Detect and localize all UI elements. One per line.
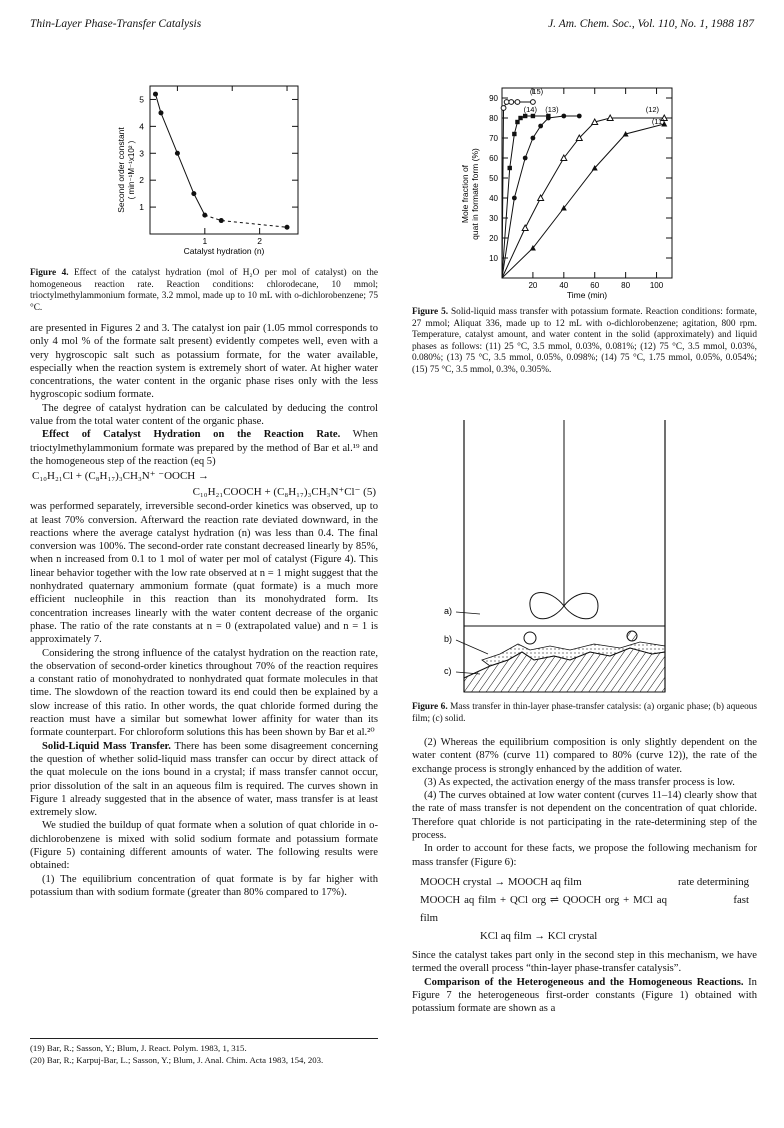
fig4-xtick-label: 1 xyxy=(202,236,208,246)
fig5-xtick-label: 100 xyxy=(649,281,664,290)
fig5-point xyxy=(538,195,544,201)
figure-6-diagram xyxy=(430,416,690,694)
mechanism-step-2-note: fast xyxy=(733,893,749,906)
fig5-ylabel-units: quat in formate form (%) xyxy=(470,148,480,240)
fig5-point xyxy=(515,100,520,105)
left-paragraph-6 xyxy=(30,740,378,820)
fig5-point xyxy=(523,156,528,161)
right-paragraph-5: Since the catalyst takes part only in the second step in this mechanism, we have termed the overall process “thin-layer phase-transfer catalysis”. xyxy=(412,949,757,975)
fig5-ytick-label: 20 xyxy=(489,234,498,243)
equation-5 xyxy=(30,468,378,500)
left-paragraph-8: (1) The equilibrium concentration of quat formate is by far higher with potassium than with sodium formate (greater than 80% compared to 17%). xyxy=(30,873,378,898)
right-paragraph-6-text: In Figure 7 the heterogeneous first-order constants (Figure 1) obtained with potassium formate are shown as a xyxy=(412,976,757,1015)
fig5-point xyxy=(523,114,527,118)
equation-5-line-1: C₁₀H₂₁Cl + (C₈H₁₇)₃CH₃N⁺ ⁻OOCH → xyxy=(32,470,210,483)
fig6-pointer-b xyxy=(456,640,488,654)
left-paragraph-3 xyxy=(30,428,378,468)
fig5-ylabel: Mole fraction of xyxy=(460,164,470,224)
fig5-point xyxy=(531,100,536,105)
running-header-citation: J. Am. Chem. Soc., Vol. 110, No. 1, 1988 187 xyxy=(548,18,754,30)
fig5-point xyxy=(518,116,522,120)
fig4-data-point xyxy=(158,110,163,115)
fig5-point xyxy=(512,196,517,201)
mechanism-block xyxy=(420,873,757,945)
fig5-ytick-label: 10 xyxy=(489,254,498,263)
figure-6-caption xyxy=(412,702,757,725)
fig5-ytick-label: 60 xyxy=(489,154,498,163)
fig5-curve-11 xyxy=(502,124,664,278)
figure-4 xyxy=(110,78,330,258)
reference-20: (20) Bar, R.; Karpuj-Bar, L.; Sasson, Y.; Blum, J. Anal. Chim. Acta 1983, 154, 203. xyxy=(30,1055,324,1065)
left-column xyxy=(30,322,378,899)
right-paragraph-1: (2) Whereas the equilibrium composition is only slightly dependent on the water content (87% (curve 11) compared to 80% (curve 12)), the rate of the exchange process is strongly enhanced by the addition of water. xyxy=(412,737,757,775)
fig6-label-b: b) xyxy=(444,634,453,644)
fig5-point xyxy=(504,100,509,105)
fig5-ytick-label: 80 xyxy=(489,114,498,123)
left-paragraph-2: The degree of catalyst hydration can be calculated by deducing the control value from the total water content of the organic phase. xyxy=(30,402,378,428)
mechanism-step-2: MOOCH aq film + QCl org ⇌ QOOCH org + MCl aq film xyxy=(420,893,667,924)
fig5-point xyxy=(501,106,506,111)
fig4-ytick-label: 2 xyxy=(139,175,144,186)
fig6-label-a: a) xyxy=(444,606,453,616)
fig4-ytick-label: 1 xyxy=(139,202,144,213)
left-paragraph-4: was performed separately, irreversible second-order kinetics was observed, up to at least 70% conversion. Afterward the reaction rate deviated downward, in the reactions where the average catalyst hydration (n) was less than 0.4. The final conversion was 100%. The second-order rate constant decreased linearly by 85%, when n increased from 0.1 to 1 mol of water per mol of catalyst (Figure 4). This linear behavior together with the low rate observed at n = 1 might suggest that the nonhydrated quaternary ammonium formate (quat formate) is a much more efficient nucleophile in this reaction than its monohydrated form. Its concentration increases linearly with the water content decrease of the organic phase. The ratio of the rate constants at n = 0 (extrapolated value) and n = 1 is approximately 7. xyxy=(30,501,378,646)
reference-19: (19) Bar, R.; Sasson, Y.; Blum, J. React. Polym. 1983, 1, 315. xyxy=(30,1043,247,1053)
fig5-point xyxy=(531,136,536,141)
fig4-ticks xyxy=(139,86,298,246)
fig4-data-point xyxy=(153,92,158,97)
footnote-references xyxy=(30,1038,378,1067)
right-paragraph-2: (3) As expected, the activation energy of the mass transfer process is low. xyxy=(424,776,735,788)
fig5-curve-15 xyxy=(502,102,533,278)
fig4-data-point xyxy=(285,225,290,230)
fig5-series-label: (13) xyxy=(545,105,559,114)
fig5-caption-text: Solid-liquid mass transfer with potassium formate. Reaction conditions: formate, 27 mmol; Aliquat 336, made up to 12 mL with o-dichlorobenzene; agitation, 800 rpm. Temperature, catalyst amount, and water content in the solid (approximately) and liquid phases as follows: (11) 25 °C, 3.5 mmol, 0.03%, 0.081%; (12) 75 °C, 3.5 mmol, 0.03%, 0.080%; (13) 75 °C, 3.5 mmol, 0.05%, 0.098%; (14) 75 °C, 1.75 mmol, 0.05%, 0.054%; (15) 75 °C, 3.5 mmol, 0.3%, 0.305%. xyxy=(412,307,757,375)
mechanism-step-1-note: rate determining xyxy=(677,875,749,888)
fig5-xtick-label: 80 xyxy=(621,281,631,290)
fig4-dashed-extension xyxy=(205,215,287,227)
fig4-xtick-label: 2 xyxy=(257,236,262,246)
fig5-ytick-label: 50 xyxy=(489,174,498,183)
equation-5-line-2: C₁₀H₂₁COOCH + (C₈H₁₇)₃CH₃N⁺Cl⁻ (5) xyxy=(192,486,376,499)
fig5-point xyxy=(538,124,543,129)
fig4-points xyxy=(153,92,290,230)
figure-5 xyxy=(452,82,682,300)
fig4-ylabel-units: ( min⁻¹M⁻¹x10² ) xyxy=(127,140,136,200)
figure-4-chart xyxy=(110,78,330,258)
heading-comparison: Comparison of the Heterogeneous and the Homogeneous Reactions. xyxy=(424,976,744,988)
fig6-caption-text: Mass transfer in thin-layer phase-transfer catalysis: (a) organic phase; (b) aqueous film; (c) solid. xyxy=(412,702,757,724)
mechanism-step-3: KCl aq film → KCl crystal xyxy=(480,929,598,942)
fig5-point xyxy=(508,166,512,170)
fig4-caption-label: Figure 4. xyxy=(30,268,69,278)
fig6-pointer-a xyxy=(456,612,480,614)
heading-mass-transfer: Solid-Liquid Mass Transfer. xyxy=(42,740,171,752)
fig5-caption-label: Figure 5. xyxy=(412,307,449,317)
right-paragraph-3: (4) The curves obtained at low water content (curves 11–14) clearly show that the rate of mass transfer is not dependent on the concentration of quat chloride. Therefore quat chloride is not participating in the rate-determining step of the process. xyxy=(412,790,757,842)
fig6-label-c: c) xyxy=(444,666,452,676)
quat-molecule-2 xyxy=(627,631,637,641)
fig4-ytick-label: 4 xyxy=(139,121,144,132)
left-paragraph-3-text: When trioctylmethylammonium formate was prepared by the method of Bar et al.¹⁹ and the homogeneous step of the reaction (eq 5) xyxy=(30,429,378,467)
fig5-point xyxy=(515,120,519,124)
fig4-frame xyxy=(150,86,298,234)
left-paragraph-6-text: There has been some disagreement concerning the question of whether solid-liquid mass transfer can occur by direct attack of the quat molecule on the ions bound in a crystal; if mass transfer cannot occur, prior dissolution of the salt in an aqueous film is required. The curves shown in Figure 1 already suggested that in the absence of water, mass transfer is at least extremely slow. xyxy=(30,740,379,819)
fig5-ytick-label: 30 xyxy=(489,214,498,223)
fig5-series-label: (12) xyxy=(645,105,660,114)
left-paragraph-5: Considering the strong influence of the catalyst hydration on the reaction rate, the observation of second-order kinetics throughout 70% of the reaction requires a constant ratio of monohydrated to nonhydrated quat formate molecules in that time. The slowdown of the reaction toward its end could then be explained by a slow increase of this ratio. In other words, the quat chloride formed during the reaction must have a similar but somewhat lower affinity for water than its formate counterpart. For chloroform solutions this has been shown by Bar et al.²⁰ xyxy=(30,647,378,739)
right-column xyxy=(412,736,757,1015)
left-paragraph-7: We studied the buildup of quat formate when a solution of quat chloride in o-dichlorobenzene is mixed with solid sodium formate and potassium formate (Figure 5) containing different amounts of water. The following results were obtained: xyxy=(30,820,378,872)
fig5-point xyxy=(546,116,551,121)
fig4-ytick-label: 3 xyxy=(139,148,144,159)
mechanism-step-1: MOOCH crystal → MOOCH aq film xyxy=(420,875,582,888)
fig5-point xyxy=(522,225,528,231)
fig5-series xyxy=(501,87,667,278)
figure-5-caption xyxy=(412,307,757,377)
fig4-ytick-label: 5 xyxy=(139,94,144,105)
quat-molecule xyxy=(524,632,536,644)
fig5-xtick-label: 20 xyxy=(528,281,538,290)
fig4-data-point xyxy=(175,151,180,156)
fig5-point xyxy=(561,114,566,119)
figure-5-chart xyxy=(452,82,682,300)
fig5-xlabel: Time (min) xyxy=(566,290,608,300)
fig5-series-label: (14) xyxy=(523,105,537,114)
fig6-caption-label: Figure 6. xyxy=(412,702,448,712)
fig4-xlabel: Catalyst hydration (n) xyxy=(183,246,265,256)
figure-4-caption xyxy=(30,268,378,314)
fig4-data-point xyxy=(191,191,196,196)
right-paragraph-6 xyxy=(412,976,757,1016)
fig5-ytick-label: 70 xyxy=(489,134,498,143)
fig5-xtick-label: 40 xyxy=(559,281,569,290)
fig5-series-label: (15) xyxy=(529,87,544,96)
fig5-series-label: (11) xyxy=(651,117,665,126)
fig5-point xyxy=(577,114,582,119)
figure-6 xyxy=(430,416,690,694)
heading-rate: Effect of Catalyst Hydration on the Reaction Rate. xyxy=(42,429,341,441)
right-paragraph-4: In order to account for these facts, we propose the following mechanism for mass transfer (Figure 6): xyxy=(412,843,757,868)
fig5-xtick-label: 60 xyxy=(590,281,600,290)
fig4-caption-text: Effect of the catalyst hydration (mol of H₂O per mol of catalyst) on the homogeneous reaction rate. Reaction conditions: chlorodecane, 10 mmol; trioctylmethylammonium formate, 3.2 mmol, made up to 10 mL with o-dichlorobenzene; 75 °C. xyxy=(30,268,378,313)
fig5-point xyxy=(512,132,516,136)
fig5-ytick-label: 90 xyxy=(489,94,498,103)
fig5-ytick-label: 40 xyxy=(489,194,498,203)
running-header-title: Thin-Layer Phase-Transfer Catalysis xyxy=(30,18,202,30)
fig4-ylabel: Second order constant xyxy=(116,127,126,213)
fig5-point xyxy=(509,100,514,105)
left-paragraph-1: are presented in Figures 2 and 3. The catalyst ion pair (1.05 mmol corresponds to only 4 mol % of the formate salt present) evidently competes well, even with a very hygroscopic salt such as potassium formate, for the water available, especially when the reaction system is extremely short of water. At higher water concentrations, the water content in the organic phase rises only with the less hygroscopic sodium formate. xyxy=(30,323,378,401)
fig5-point xyxy=(531,114,535,118)
